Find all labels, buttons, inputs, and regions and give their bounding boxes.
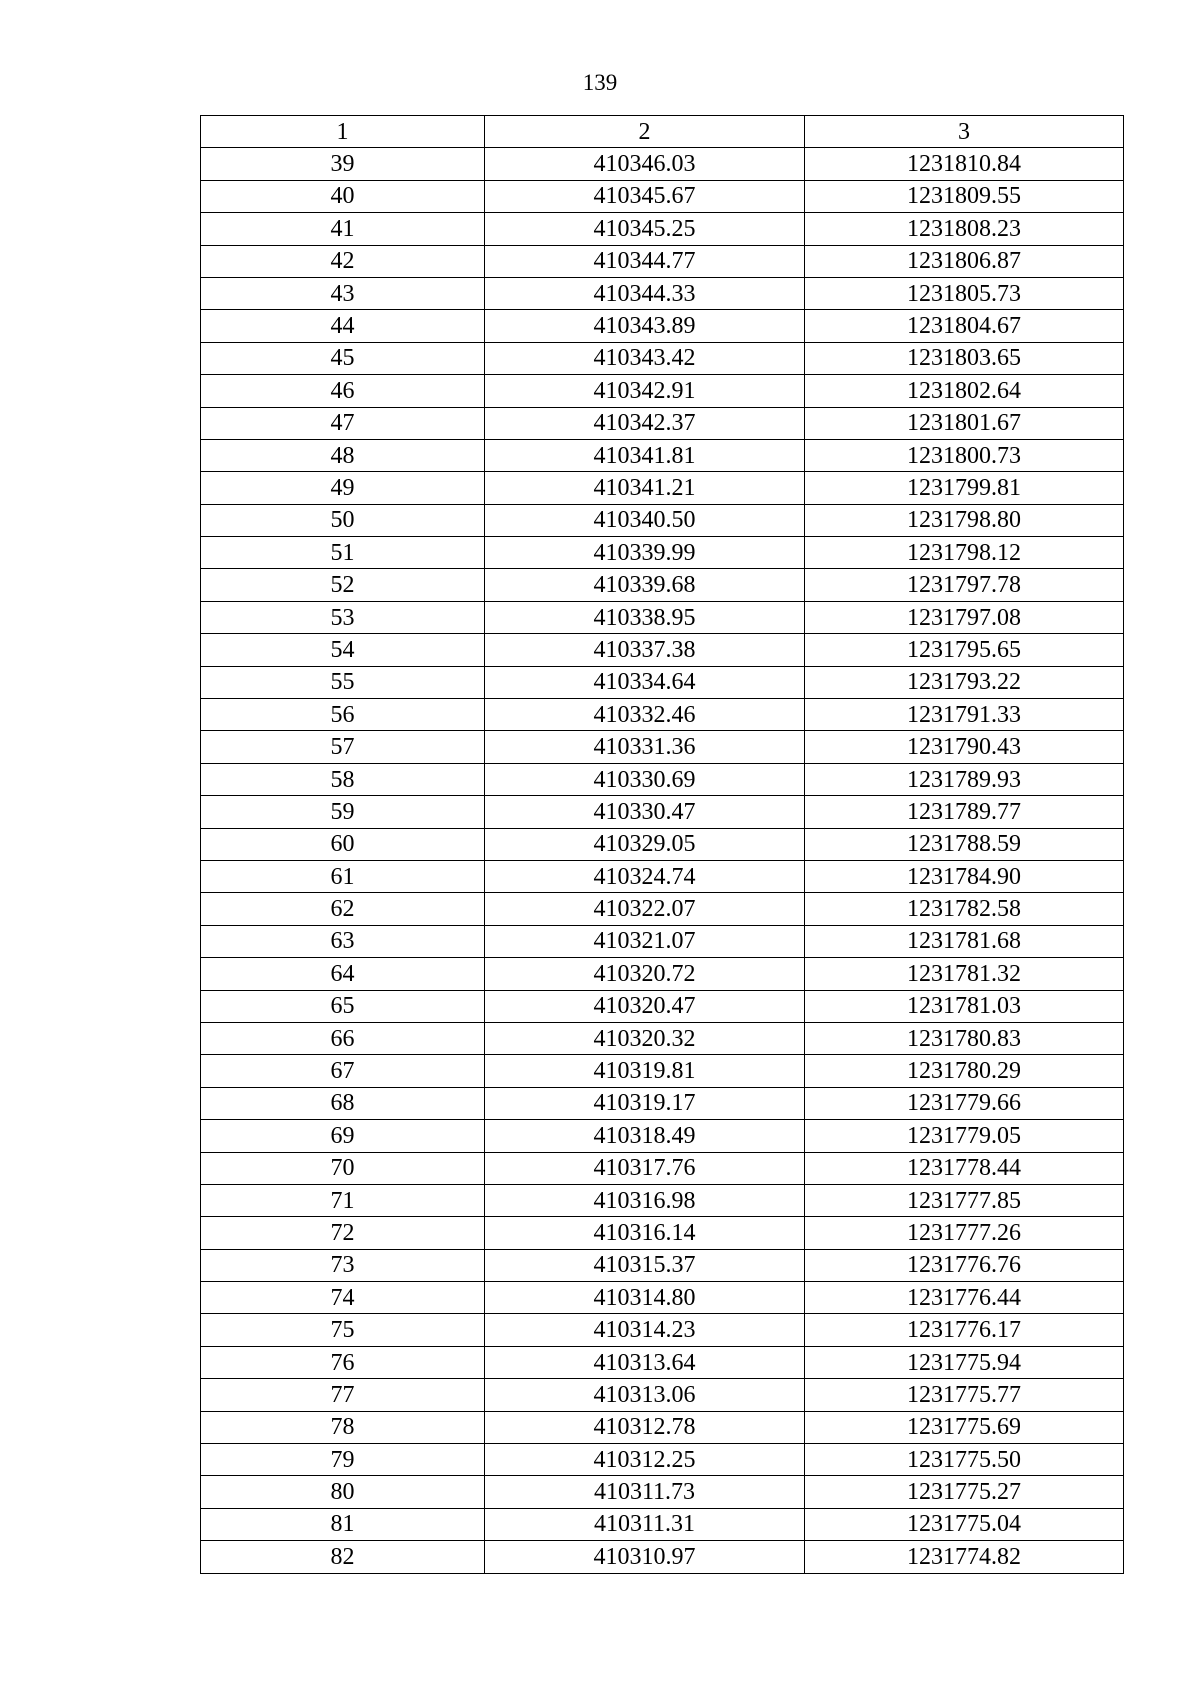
- y-coordinate-cell: 1231797.78: [805, 569, 1124, 601]
- x-coordinate-cell: 410315.37: [485, 1249, 805, 1281]
- point-number-cell: 42: [201, 245, 485, 277]
- point-number-cell: 67: [201, 1055, 485, 1087]
- x-coordinate-cell: 410341.21: [485, 472, 805, 504]
- table-row: [201, 1249, 1124, 1281]
- y-coordinate-cell: 1231810.84: [805, 148, 1124, 180]
- y-coordinate-cell: 1231806.87: [805, 245, 1124, 277]
- x-coordinate-cell: 410314.80: [485, 1282, 805, 1314]
- point-number-cell: 81: [201, 1508, 485, 1540]
- point-number-cell: 40: [201, 180, 485, 212]
- table-row: [201, 828, 1124, 860]
- point-number-cell: 64: [201, 958, 485, 990]
- point-number-cell: 49: [201, 472, 485, 504]
- y-coordinate-cell: 1231777.85: [805, 1184, 1124, 1216]
- y-coordinate-cell: 1231776.17: [805, 1314, 1124, 1346]
- point-number-cell: 79: [201, 1444, 485, 1476]
- x-coordinate-cell: 410324.74: [485, 860, 805, 892]
- y-coordinate-cell: 1231795.65: [805, 634, 1124, 666]
- point-number-cell: 55: [201, 666, 485, 698]
- point-number-cell: 63: [201, 925, 485, 957]
- y-coordinate-cell: 1231804.67: [805, 310, 1124, 342]
- table-row: [201, 1379, 1124, 1411]
- point-number-cell: 54: [201, 634, 485, 666]
- x-coordinate-cell: 410345.25: [485, 213, 805, 245]
- point-number-cell: 76: [201, 1346, 485, 1378]
- point-number-cell: 60: [201, 828, 485, 860]
- table-row: [201, 763, 1124, 795]
- x-coordinate-cell: 410311.31: [485, 1508, 805, 1540]
- x-coordinate-cell: 410312.78: [485, 1411, 805, 1443]
- point-number-cell: 56: [201, 699, 485, 731]
- table-row: [201, 569, 1124, 601]
- y-coordinate-cell: 1231797.08: [805, 601, 1124, 633]
- point-number-cell: 73: [201, 1249, 485, 1281]
- y-coordinate-cell: 1231775.69: [805, 1411, 1124, 1443]
- x-coordinate-cell: 410330.69: [485, 763, 805, 795]
- x-coordinate-cell: 410313.06: [485, 1379, 805, 1411]
- x-coordinate-cell: 410312.25: [485, 1444, 805, 1476]
- table-row: [201, 990, 1124, 1022]
- point-number-cell: 69: [201, 1120, 485, 1152]
- page-number: 139: [582, 70, 618, 95]
- table-row: [201, 1282, 1124, 1314]
- y-coordinate-cell: 1231775.94: [805, 1346, 1124, 1378]
- table-header-row: [201, 116, 1124, 148]
- table-row: [201, 1476, 1124, 1508]
- point-number-cell: 39: [201, 148, 485, 180]
- table-row: [201, 537, 1124, 569]
- x-coordinate-cell: 410329.05: [485, 828, 805, 860]
- x-coordinate-cell: 410346.03: [485, 148, 805, 180]
- table-row: [201, 180, 1124, 212]
- point-number-cell: 77: [201, 1379, 485, 1411]
- y-coordinate-cell: 1231780.29: [805, 1055, 1124, 1087]
- point-number-cell: 41: [201, 213, 485, 245]
- x-coordinate-cell: 410310.97: [485, 1541, 805, 1573]
- table-row: [201, 860, 1124, 892]
- table-row: [201, 699, 1124, 731]
- point-number-cell: 74: [201, 1282, 485, 1314]
- x-coordinate-cell: 410313.64: [485, 1346, 805, 1378]
- x-coordinate-cell: 410314.23: [485, 1314, 805, 1346]
- point-number-cell: 61: [201, 860, 485, 892]
- point-number-cell: 57: [201, 731, 485, 763]
- point-number-cell: 43: [201, 277, 485, 309]
- point-number-cell: 78: [201, 1411, 485, 1443]
- y-coordinate-cell: 1231775.04: [805, 1508, 1124, 1540]
- x-coordinate-cell: 410334.64: [485, 666, 805, 698]
- y-coordinate-cell: 1231798.80: [805, 504, 1124, 536]
- point-number-cell: 50: [201, 504, 485, 536]
- x-coordinate-cell: 410340.50: [485, 504, 805, 536]
- table-row: [201, 277, 1124, 309]
- point-number-cell: 68: [201, 1087, 485, 1119]
- y-coordinate-cell: 1231782.58: [805, 893, 1124, 925]
- point-number-cell: 72: [201, 1217, 485, 1249]
- y-coordinate-cell: 1231781.32: [805, 958, 1124, 990]
- y-coordinate-cell: 1231801.67: [805, 407, 1124, 439]
- x-coordinate-cell: 410319.81: [485, 1055, 805, 1087]
- y-coordinate-cell: 1231802.64: [805, 375, 1124, 407]
- y-coordinate-cell: 1231776.44: [805, 1282, 1124, 1314]
- table-row: [201, 1444, 1124, 1476]
- y-coordinate-cell: 1231775.77: [805, 1379, 1124, 1411]
- y-coordinate-cell: 1231784.90: [805, 860, 1124, 892]
- table-row: [201, 958, 1124, 990]
- table-row: [201, 1541, 1124, 1573]
- y-coordinate-cell: 1231789.77: [805, 796, 1124, 828]
- table-row: [201, 925, 1124, 957]
- y-coordinate-cell: 1231800.73: [805, 439, 1124, 471]
- point-number-cell: 65: [201, 990, 485, 1022]
- x-coordinate-cell: 410342.37: [485, 407, 805, 439]
- table-row: [201, 375, 1124, 407]
- table-row: [201, 245, 1124, 277]
- x-coordinate-cell: 410320.32: [485, 1022, 805, 1054]
- x-coordinate-cell: 410343.89: [485, 310, 805, 342]
- point-number-cell: 59: [201, 796, 485, 828]
- y-coordinate-cell: 1231775.27: [805, 1476, 1124, 1508]
- table-row: [201, 666, 1124, 698]
- point-number-cell: 71: [201, 1184, 485, 1216]
- x-coordinate-cell: 410316.98: [485, 1184, 805, 1216]
- point-number-cell: 46: [201, 375, 485, 407]
- point-number-cell: 47: [201, 407, 485, 439]
- y-coordinate-cell: 1231803.65: [805, 342, 1124, 374]
- table-row: [201, 731, 1124, 763]
- point-number-cell: 53: [201, 601, 485, 633]
- x-coordinate-cell: 410320.72: [485, 958, 805, 990]
- coordinates-table: [200, 115, 1124, 1574]
- y-coordinate-cell: 1231779.05: [805, 1120, 1124, 1152]
- table-row: [201, 1314, 1124, 1346]
- point-number-cell: 66: [201, 1022, 485, 1054]
- y-coordinate-cell: 1231805.73: [805, 277, 1124, 309]
- y-coordinate-cell: 1231798.12: [805, 537, 1124, 569]
- y-coordinate-cell: 1231781.03: [805, 990, 1124, 1022]
- table-row: [201, 1022, 1124, 1054]
- y-coordinate-cell: 1231780.83: [805, 1022, 1124, 1054]
- y-coordinate-cell: 1231779.66: [805, 1087, 1124, 1119]
- table-row: [201, 407, 1124, 439]
- point-number-cell: 80: [201, 1476, 485, 1508]
- y-coordinate-cell: 1231799.81: [805, 472, 1124, 504]
- table-row: [201, 342, 1124, 374]
- point-number-cell: 45: [201, 342, 485, 374]
- x-coordinate-cell: 410321.07: [485, 925, 805, 957]
- table-row: [201, 1184, 1124, 1216]
- x-coordinate-cell: 410339.68: [485, 569, 805, 601]
- y-coordinate-cell: 1231809.55: [805, 180, 1124, 212]
- point-number-cell: 44: [201, 310, 485, 342]
- column-header-2: 2: [485, 116, 805, 148]
- table-row: [201, 634, 1124, 666]
- table-row: [201, 796, 1124, 828]
- table-row: [201, 439, 1124, 471]
- x-coordinate-cell: 410344.77: [485, 245, 805, 277]
- x-coordinate-cell: 410341.81: [485, 439, 805, 471]
- x-coordinate-cell: 410311.73: [485, 1476, 805, 1508]
- point-number-cell: 82: [201, 1541, 485, 1573]
- y-coordinate-cell: 1231789.93: [805, 763, 1124, 795]
- y-coordinate-cell: 1231776.76: [805, 1249, 1124, 1281]
- table-row: [201, 1508, 1124, 1540]
- table-row: [201, 1055, 1124, 1087]
- table-row: [201, 148, 1124, 180]
- y-coordinate-cell: 1231793.22: [805, 666, 1124, 698]
- table-row: [201, 601, 1124, 633]
- x-coordinate-cell: 410337.38: [485, 634, 805, 666]
- y-coordinate-cell: 1231791.33: [805, 699, 1124, 731]
- x-coordinate-cell: 410330.47: [485, 796, 805, 828]
- x-coordinate-cell: 410344.33: [485, 277, 805, 309]
- x-coordinate-cell: 410342.91: [485, 375, 805, 407]
- x-coordinate-cell: 410345.67: [485, 180, 805, 212]
- x-coordinate-cell: 410332.46: [485, 699, 805, 731]
- table-row: [201, 1411, 1124, 1443]
- x-coordinate-cell: 410339.99: [485, 537, 805, 569]
- point-number-cell: 62: [201, 893, 485, 925]
- table-row: [201, 1217, 1124, 1249]
- table-row: [201, 1087, 1124, 1119]
- table-row: [201, 504, 1124, 536]
- table-row: [201, 1346, 1124, 1378]
- table-row: [201, 1152, 1124, 1184]
- y-coordinate-cell: 1231775.50: [805, 1444, 1124, 1476]
- table-row: [201, 472, 1124, 504]
- y-coordinate-cell: 1231774.82: [805, 1541, 1124, 1573]
- x-coordinate-cell: 410322.07: [485, 893, 805, 925]
- x-coordinate-cell: 410320.47: [485, 990, 805, 1022]
- y-coordinate-cell: 1231781.68: [805, 925, 1124, 957]
- x-coordinate-cell: 410317.76: [485, 1152, 805, 1184]
- point-number-cell: 75: [201, 1314, 485, 1346]
- x-coordinate-cell: 410343.42: [485, 342, 805, 374]
- table-row: [201, 310, 1124, 342]
- y-coordinate-cell: 1231788.59: [805, 828, 1124, 860]
- x-coordinate-cell: 410319.17: [485, 1087, 805, 1119]
- column-header-1: 1: [201, 116, 485, 148]
- table-row: [201, 213, 1124, 245]
- column-header-3: 3: [805, 116, 1124, 148]
- x-coordinate-cell: 410318.49: [485, 1120, 805, 1152]
- y-coordinate-cell: 1231808.23: [805, 213, 1124, 245]
- point-number-cell: 70: [201, 1152, 485, 1184]
- y-coordinate-cell: 1231790.43: [805, 731, 1124, 763]
- point-number-cell: 58: [201, 763, 485, 795]
- x-coordinate-cell: 410338.95: [485, 601, 805, 633]
- x-coordinate-cell: 410331.36: [485, 731, 805, 763]
- y-coordinate-cell: 1231778.44: [805, 1152, 1124, 1184]
- y-coordinate-cell: 1231777.26: [805, 1217, 1124, 1249]
- point-number-cell: 51: [201, 537, 485, 569]
- point-number-cell: 48: [201, 439, 485, 471]
- table-body: [201, 148, 1124, 1573]
- x-coordinate-cell: 410316.14: [485, 1217, 805, 1249]
- table-row: [201, 1120, 1124, 1152]
- point-number-cell: 52: [201, 569, 485, 601]
- table-row: [201, 893, 1124, 925]
